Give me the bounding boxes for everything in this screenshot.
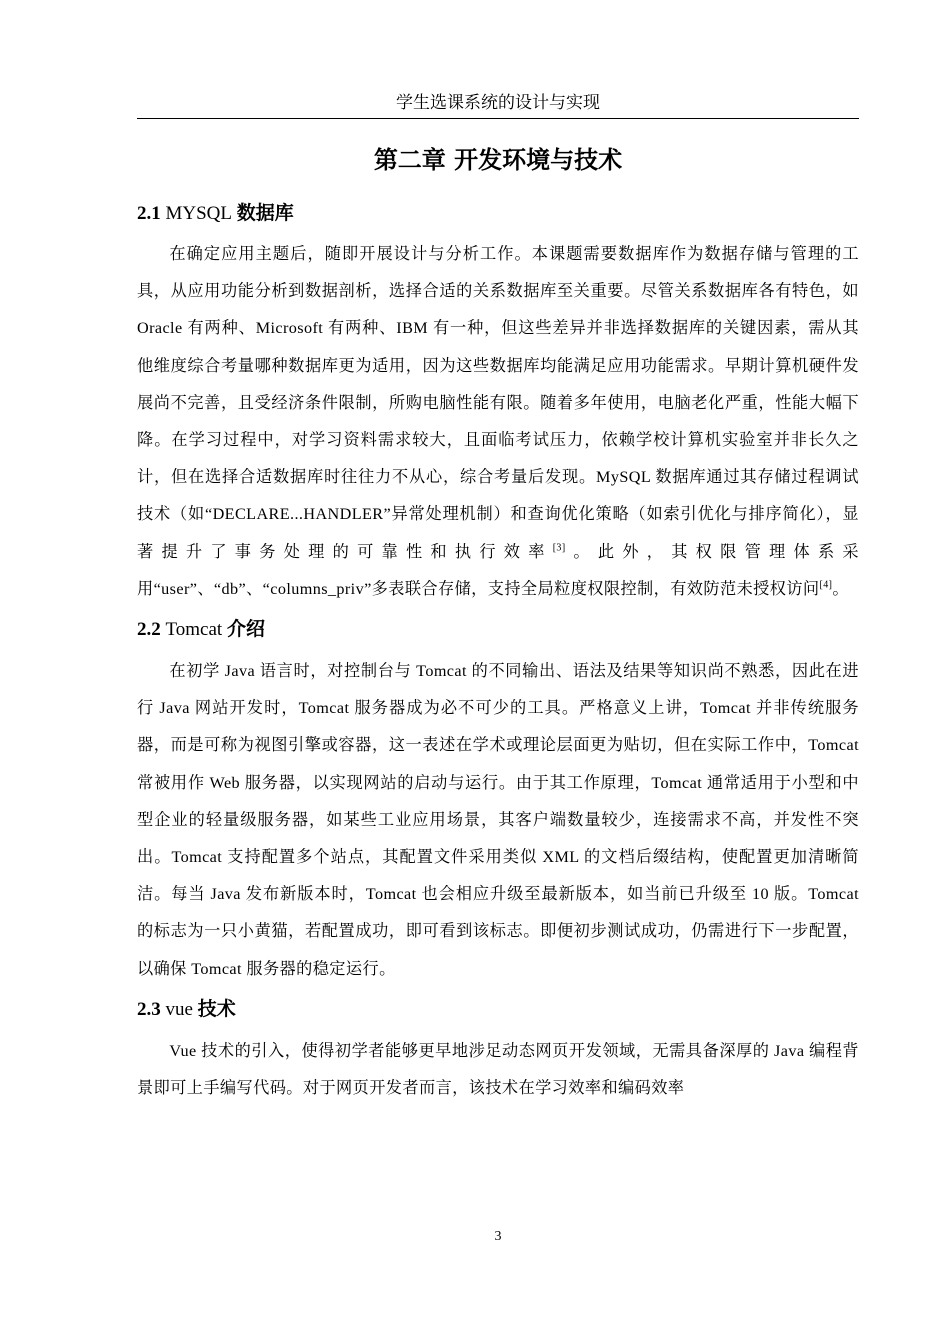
section-name-cjk: 数据库 bbox=[236, 202, 294, 224]
page-number: 3 bbox=[494, 1229, 502, 1244]
section-2-1-title bbox=[137, 198, 859, 229]
section-2-2-title bbox=[137, 614, 859, 645]
section-name: Tomcat bbox=[165, 619, 223, 641]
section-2-1-paragraph bbox=[137, 236, 859, 608]
running-header: 学生选课系统的设计与实现 bbox=[396, 93, 600, 113]
section-2-3-title bbox=[137, 994, 859, 1025]
section-number: 2.1 bbox=[137, 203, 161, 224]
section-2-2-paragraph: 在初学 Java 语言时，对控制台与 Tomcat 的不同输出、语法及结果等知识尚不熟悉，因此在进行 Java 网站开发时，Tomcat 服务器成为必不可少的工具。严格意义上讲，Tomcat 并非传统服务器，而是可称为视图引擎或容器，这一表述在学术或理论层面更为贴切，但在实际工作中，Tomcat 常被用作 Web 服务器，以实现网站的启动与运行。由于其工作原理，Tomcat 通常适用于小型和中型企业的轻量级服务器，如某些工业应用场景，其客户端数量较少，连接需求不高，并发性不突出。Tomcat 支持配置多个站点，其配置文件采用类似 XML 的文档后缀结构，使配置更加清晰简洁。每当 Java 发布新版本时，Tomcat 也会相应升级至最新版本，如当前已升级至 10 版。Tomcat 的标志为一只小黄猫，若配置成功，即可看到该标志。即便初步测试成功，仍需进行下一步配置，以确保 Tomcat 服务器的稳定运行。 bbox=[137, 662, 859, 978]
section-number: 2.2 bbox=[137, 619, 161, 641]
section-name-cjk: 介绍 bbox=[226, 618, 265, 641]
section-name: MYSQL bbox=[165, 203, 233, 224]
header-rule bbox=[137, 118, 859, 119]
section-number: 2.3 bbox=[137, 998, 161, 1020]
section-2-3-paragraph: Vue 技术的引入，使得初学者能够更早地涉足动态网页开发领域，无需具备深厚的 Java 编程背景即可上手编写代码。对于网页开发者而言，该技术在学习效率和编码效率 bbox=[137, 1041, 859, 1098]
paragraph-text: 。 bbox=[832, 579, 849, 598]
paragraph-text: 在确定应用主题后，随即开展设计与分析工作。本课题需要数据库作为数据存储与管理的工具，从应用功能分析到数据剖析，选择合适的关系数据库至关重要。尽管关系数据库各有特色，如 Oracle 有两种、Microsoft 有两种、IBM 有一种，但这些差异并非选择数据库的关键因素，需从其他维度综合考量哪种数据库更为适用，因为这些数据库均能满足应用功能需求。早期计算机硬件发展尚不完善，且受经济条件限制，所购电脑性能有限。随着多年使用，电脑老化严重，性能大幅下降。在学习过程中，对学习资料需求较大，且面临考试压力，依赖学校计算机实验室并非长久之计，但在选择合适数据库时往往力不从心，综合考量后发现。MySQL 数据库通过其存储过程调试技术（如“DECLARE...HANDLER”异常处理机制）和查询优化策略（如索引优化与排序简化），显著提升了事务处理的可靠性和执行效率 bbox=[137, 245, 859, 561]
chapter-title: 第二章 开发环境与技术 bbox=[373, 146, 623, 174]
citation-3[interactable]: [3] bbox=[552, 542, 566, 554]
paragraph-text: 。此外，其权限管理体系采用“user”、“db”、“columns_priv”多表联合存储，支持全局粒度权限控制，有效防范未授权访问 bbox=[137, 542, 859, 598]
section-name: vue bbox=[165, 998, 193, 1020]
main-content bbox=[137, 198, 859, 1107]
section-name-cjk: 技术 bbox=[197, 997, 236, 1020]
citation-4[interactable]: [4] bbox=[819, 579, 833, 591]
